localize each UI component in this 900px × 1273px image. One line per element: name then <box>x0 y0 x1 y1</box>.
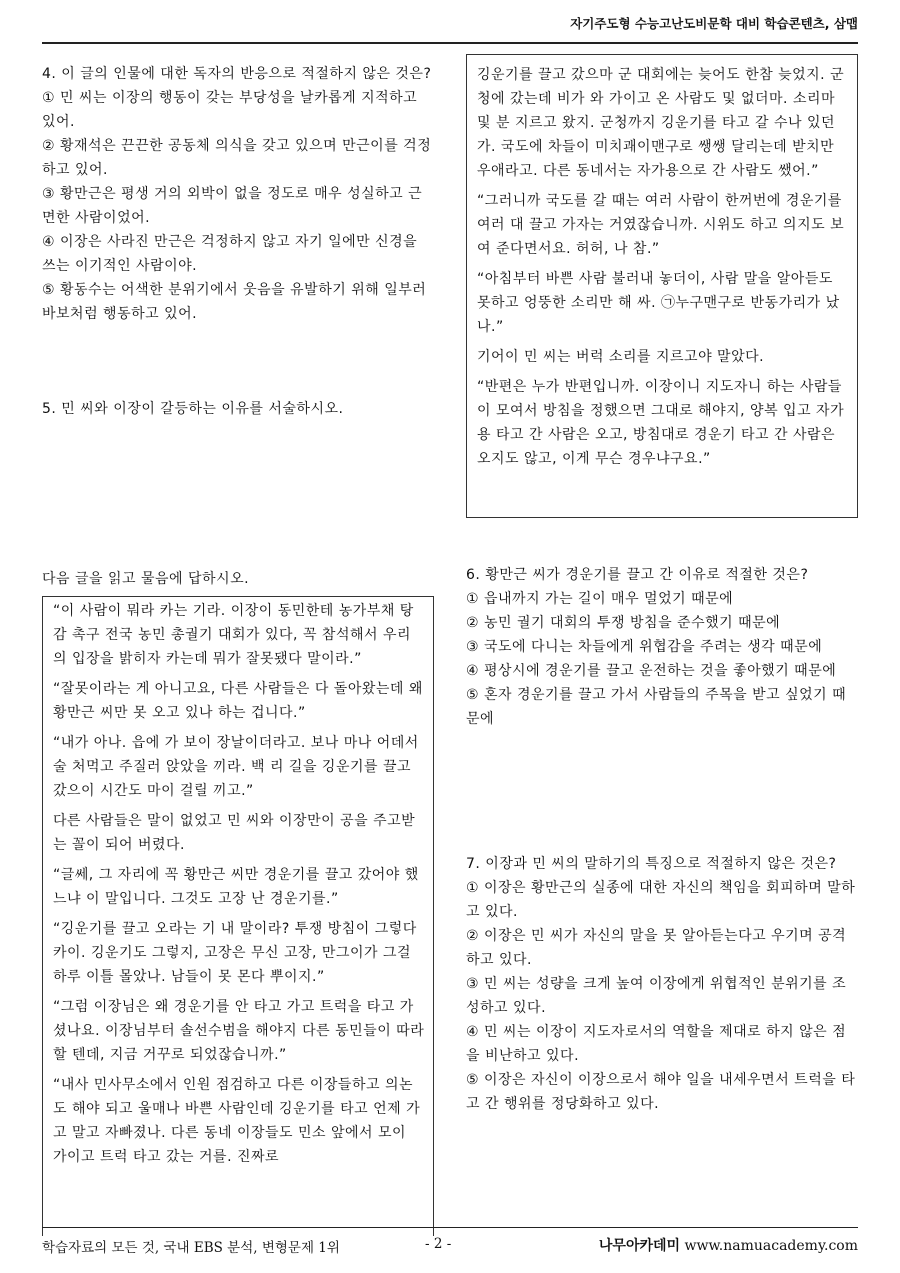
passage-box-bottom <box>42 596 434 1236</box>
question-7-stem: 7. 이장과 민 씨의 말하기의 특징으로 적절하지 않은 것은? <box>466 856 837 872</box>
passage-bottom-paragraph: “이 사람이 뭐라 카는 기라. 이장이 동민한테 농가부채 탕감 촉구 전국 농민 총궐기 대회가 있다, 꼭 참석해서 우리의 입장을 밝히자 카는데 뭐가 잘못됐다 말이라.” <box>53 603 414 667</box>
question-6-stem: 6. 황만근 씨가 경운기를 끌고 간 이유로 적절한 것은? <box>466 567 809 583</box>
brand-url[interactable]: www.namuacademy.com <box>684 1238 858 1254</box>
page-header: 자기주도형 수능고난도비문학 대비 학습콘텐츠, 삼맵 <box>570 16 858 31</box>
question-6-option-4: ④ 평상시에 경운기를 끌고 운전하는 것을 좋아했기 때문에 <box>466 663 837 679</box>
question-5-stem: 5. 민 씨와 이장이 갈등하는 이유를 서술하시오. <box>42 401 344 417</box>
question-6-option-5: ⑤ 혼자 경운기를 끌고 가서 사람들의 주목을 받고 싶었기 때문에 <box>466 687 847 727</box>
question-7-option-4: ④ 민 씨는 이장이 지도자로서의 역할을 제대로 하지 않은 점을 비난하고 있다. <box>466 1024 847 1064</box>
passage-bottom-paragraph: “그럼 이장님은 왜 경운기를 안 타고 가고 트럭을 타고 가셨나요. 이장님부터 솔선수범을 해야지 다른 동민들이 따라 할 텐데, 지금 거꾸로 되었잖습니까.” <box>53 999 425 1063</box>
question-4-option-3: ③ 황만근은 평생 거의 외박이 없을 정도로 매우 성실하고 근면한 사람이었어. <box>42 186 423 226</box>
passage-top-paragraph: “그러니까 국도를 갈 때는 여러 사람이 한꺼번에 경운기를 여러 대 끌고 가자는 거였잖습니까. 시위도 하고 의지도 보여 준다면서요. 허허, 나 참.” <box>477 193 845 257</box>
passage-top-paragraph: “반편은 누가 반편입니까. 이장이니 지도자니 하는 사람들이 모여서 방침을 정했으면 그대로 해야지, 양복 입고 자가용 타고 간 사람은 오고, 방침대로 경운기 타고 간 사람은 오지도 않고, 이게 무슨 경우냐구요.” <box>477 379 845 467</box>
instruction <box>42 567 436 591</box>
passage-bottom-paragraph: “내가 아나. 읍에 가 보이 장날이더라고. 보나 마나 어데서 술 처먹고 주질러 앉았을 끼라. 백 리 길을 깅운기를 끌고 갔으이 시간도 마이 걸릴 끼고.” <box>53 735 419 799</box>
question-6-option-3: ③ 국도에 다니는 차들에게 위협감을 주려는 생각 때문에 <box>466 639 823 655</box>
passage-top-paragraph: 기어이 민 씨는 버럭 소리를 지르고야 말았다. <box>477 349 765 365</box>
question-6-option-1: ① 읍내까지 가는 길이 매우 멀었기 때문에 <box>466 591 734 607</box>
passage-bottom-paragraph: “깅운기를 끌고 오라는 기 내 말이라? 투쟁 방침이 그렇다 카이. 깅운기도 그렇지, 고장은 무신 고장, 만그이가 그걸 하루 이틀 몰았나. 남들이 못 몬다 뿌이지.” <box>53 921 417 985</box>
instruction-text: 다음 글을 읽고 물음에 답하시오. <box>42 571 250 587</box>
question-7-option-5: ⑤ 이장은 자신이 이장으로서 해야 일을 내세우면서 트럭을 타고 간 행위를 정당화하고 있다. <box>466 1072 856 1112</box>
question-6-option-2: ② 농민 궐기 대회의 투쟁 방침을 준수했기 때문에 <box>466 615 781 631</box>
passage-bottom-paragraph: “내사 민사무소에서 인원 점검하고 다른 이장들하고 의논도 해야 되고 울매나 바쁜 사람인데 깅운기를 타고 언제 가고 말고 자빠졌나. 다른 동네 이장들도 민소 앞에서 모이 가이고 트럭 타고 갔는 거를. 진짜로 <box>53 1077 421 1165</box>
question-4-option-2: ② 황재석은 끈끈한 공동체 의식을 갖고 있으며 만근이를 걱정하고 있어. <box>42 138 432 178</box>
question-4 <box>42 62 436 326</box>
footer-rule <box>42 1227 858 1228</box>
question-7-option-2: ② 이장은 민 씨가 자신의 말을 못 알아듣는다고 우기며 공격하고 있다. <box>466 928 847 968</box>
page-number: - 2 - <box>425 1236 452 1252</box>
question-5 <box>42 397 436 421</box>
question-7-option-3: ③ 민 씨는 성량을 크게 높여 이장에게 위협적인 분위기를 조성하고 있다. <box>466 976 847 1016</box>
passage-top-paragraph: 깅운기를 끌고 갔으마 군 대회에는 늦어도 한참 늦었지. 군청에 갔는데 비가 와 가이고 온 사람도 및 없더마. 소리마 및 분 지르고 왔지. 군청까지 깅운기를 타고 갈 수나 있던가. 국도에 차들이 미치괘이맨구로 쌩쌩 달리는데 받치만 우애라고. 다른 동네서는 자가용으로 간 사람도 쌨어.” <box>477 67 845 179</box>
footer-tagline: 학습자료의 모든 것, 국내 EBS 분석, 변형문제 1위 <box>42 1240 340 1256</box>
passage-box-top <box>466 54 858 518</box>
question-7-option-1: ① 이장은 황만근의 실종에 대한 자신의 책임을 회피하며 말하고 있다. <box>466 880 856 920</box>
brand-name: 나무아카데미 <box>598 1238 681 1254</box>
question-4-option-1: ① 민 씨는 이장의 행동이 갖는 부당성을 날카롭게 지적하고 있어. <box>42 90 418 130</box>
question-6 <box>466 563 858 731</box>
question-4-option-4: ④ 이장은 사라진 만근은 걱정하지 않고 자기 일에만 신경을 쓰는 이기적인 사람이야. <box>42 234 418 274</box>
question-7 <box>466 852 858 1116</box>
passage-bottom-paragraph: 다른 사람들은 말이 없었고 민 씨와 이장만이 공을 주고받는 꼴이 되어 버렸다. <box>53 813 416 853</box>
question-4-stem: 4. 이 글의 인물에 대한 독자의 반응으로 적절하지 않은 것은? <box>42 66 432 82</box>
passage-bottom-paragraph: “잘못이라는 게 아니고요, 다른 사람들은 다 돌아왔는데 왜 황만근 씨만 못 오고 있나 하는 겁니다.” <box>53 681 423 721</box>
passage-bottom-paragraph: “글쎄, 그 자리에 꼭 황만근 씨만 경운기를 끌고 갔어야 했느냐 이 말입니다. 그것도 고장 난 경운기를.” <box>53 867 419 907</box>
footer-brand-block <box>599 1235 858 1255</box>
question-4-option-5: ⑤ 황동수는 어색한 분위기에서 웃음을 유발하기 위해 일부러 바보처럼 행동하고 있어. <box>42 282 427 322</box>
header-rule <box>42 42 858 44</box>
passage-top-paragraph: “아침부터 바쁜 사람 불러내 놓더이, 사람 말을 알아듣도 못하고 엉뚱한 소리만 해 싸. ㉠누구맨구로 반동가리가 났나.” <box>477 271 840 335</box>
